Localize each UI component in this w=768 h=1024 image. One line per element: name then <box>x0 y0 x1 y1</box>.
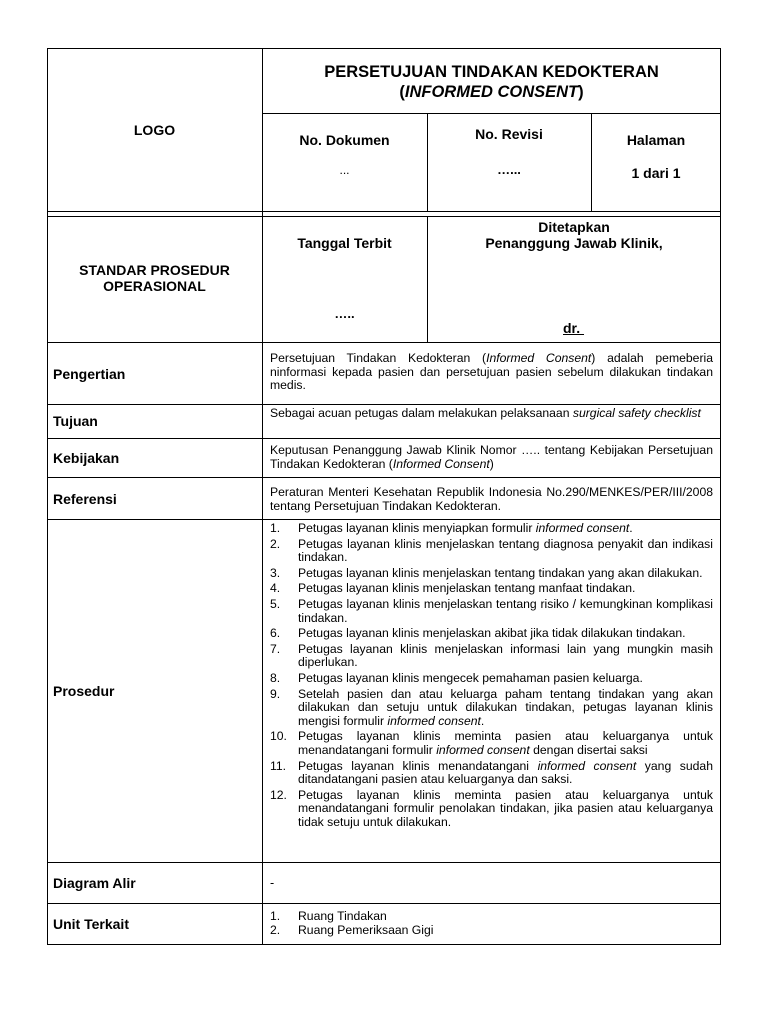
diagram-alir-value: - <box>270 876 275 890</box>
prosedur-step: 12. Petugas layanan klinis meminta pasien atau keluarganya untuk menandatangani formulir penolakan tindakan, jika pasien atau keluarganya tidak setuju untuk dilakukan. <box>270 787 713 829</box>
title-line-2: (INFORMED CONSENT) <box>399 83 584 101</box>
unit-item: 2. Ruang Pemeriksaan Gigi <box>270 922 434 937</box>
tujuan-label: Tujuan <box>53 413 98 429</box>
sop-label <box>47 262 262 294</box>
logo-placeholder: LOGO <box>133 122 176 138</box>
prosedur-step: 2. Petugas layanan klinis menjelaskan tentang diagnosa penyakit dan indikasi tindakan. <box>270 536 713 565</box>
ditetapkan-block <box>427 219 721 251</box>
sop-label-line-2: OPERASIONAL <box>103 278 206 294</box>
prosedur-step: 3. Petugas layanan klinis menjelaskan tentang tindakan yang akan dilakukan. <box>270 565 703 580</box>
halaman-value: 1 dari 1 <box>631 165 681 181</box>
unit-terkait-list <box>265 910 713 937</box>
ditetapkan-line-2: Penanggung Jawab Klinik, <box>485 235 663 251</box>
unit-item: 1. Ruang Tindakan <box>270 909 387 923</box>
section-divider-diagram <box>47 903 721 904</box>
ditetapkan-line-1: Ditetapkan <box>538 219 610 235</box>
tujuan-text: Sebagai acuan petugas dalam melakukan pelaksanaan surgical safety checklist <box>270 406 701 420</box>
tanggal-terbit-value: ….. <box>334 306 355 321</box>
prosedur-step: 5. Petugas layanan klinis menjelaskan tentang risiko / kemungkinan komplikasi tindakan. <box>270 596 713 625</box>
prosedur-step: 9. Setelah pasien dan atau keluarga paham tentang tindakan yang akan dilakukan dan setuju untuk dilakukan tindakan, petugas layanan klinis mengisi formulir informed consent. <box>270 686 713 728</box>
no-revisi-value: …... <box>497 162 521 177</box>
no-revisi-label: No. Revisi <box>475 126 543 142</box>
section-divider-tujuan <box>47 438 721 439</box>
header-divider-1 <box>47 211 721 212</box>
kebijakan-text: Keputusan Penanggung Jawab Klinik Nomor ….. tentang Kebijakan Persetujuan Tindakan Kedokteran (Informed Consent) <box>270 443 713 471</box>
prosedur-step: 8. Petugas layanan klinis mengecek pemahaman pasien keluarga. <box>270 670 643 685</box>
no-dokumen-label: No. Dokumen <box>299 132 390 148</box>
diagram-alir-label: Diagram Alir <box>53 875 136 891</box>
prosedur-label: Prosedur <box>53 683 115 699</box>
section-divider-prosedur <box>47 862 721 863</box>
header-divider-2 <box>47 216 721 217</box>
section-divider-referensi <box>47 519 721 520</box>
tanggal-terbit-label: Tanggal Terbit <box>297 235 392 251</box>
doc-info-divider-2 <box>591 113 592 211</box>
document-title <box>262 62 721 102</box>
prosedur-step: 7. Petugas layanan klinis menjelaskan informasi lain yang mungkin masih diperlukan. <box>270 641 713 670</box>
prosedur-step: 6. Petugas layanan klinis menjelaskan akibat jika tidak dilakukan tindakan. <box>270 626 686 641</box>
pengertian-text: Persetujuan Tindakan Kedokteran (Informed Consent) adalah pemeberia ninformasi kepada pasien dan persetujuan pasien sebelum dilakukan tindakan medis. <box>270 351 713 393</box>
prosedur-step: 1. Petugas layanan klinis menyiapkan formulir informed consent. <box>270 521 633 535</box>
referensi-text: Peraturan Menteri Kesehatan Republik Indonesia No.290/MENKES/PER/III/2008 tentang Persetujuan Tindakan Kedokteran. <box>270 485 713 513</box>
kebijakan-label: Kebijakan <box>53 450 120 466</box>
pengertian-label: Pengertian <box>53 366 126 382</box>
prosedur-step: 4. Petugas layanan klinis menjelaskan tentang manfaat tindakan. <box>270 581 636 596</box>
signer-name: dr. <box>563 320 585 336</box>
unit-terkait-label: Unit Terkait <box>53 916 129 932</box>
sop-label-line-1: STANDAR PROSEDUR <box>79 262 230 278</box>
referensi-label: Referensi <box>53 491 117 507</box>
column-divider <box>262 48 263 945</box>
title-divider <box>262 113 721 114</box>
prosedur-list <box>265 522 713 829</box>
halaman-label: Halaman <box>626 132 686 148</box>
title-line-1: PERSETUJUAN TINDAKAN KEDOKTERAN <box>324 63 659 81</box>
section-divider-pengertian <box>47 404 721 405</box>
prosedur-step: 10. Petugas layanan klinis meminta pasien atau keluarganya untuk menandatangani formulir informed consent dengan disertai saksi <box>270 729 713 757</box>
section-divider-sop <box>47 342 721 343</box>
section-divider-kebijakan <box>47 477 721 478</box>
no-dokumen-value: ... <box>339 163 350 177</box>
prosedur-step: 11. Petugas layanan klinis menandatangani informed consent yang sudah ditandatangani pasien atau keluarganya dan saksi. <box>270 758 713 787</box>
